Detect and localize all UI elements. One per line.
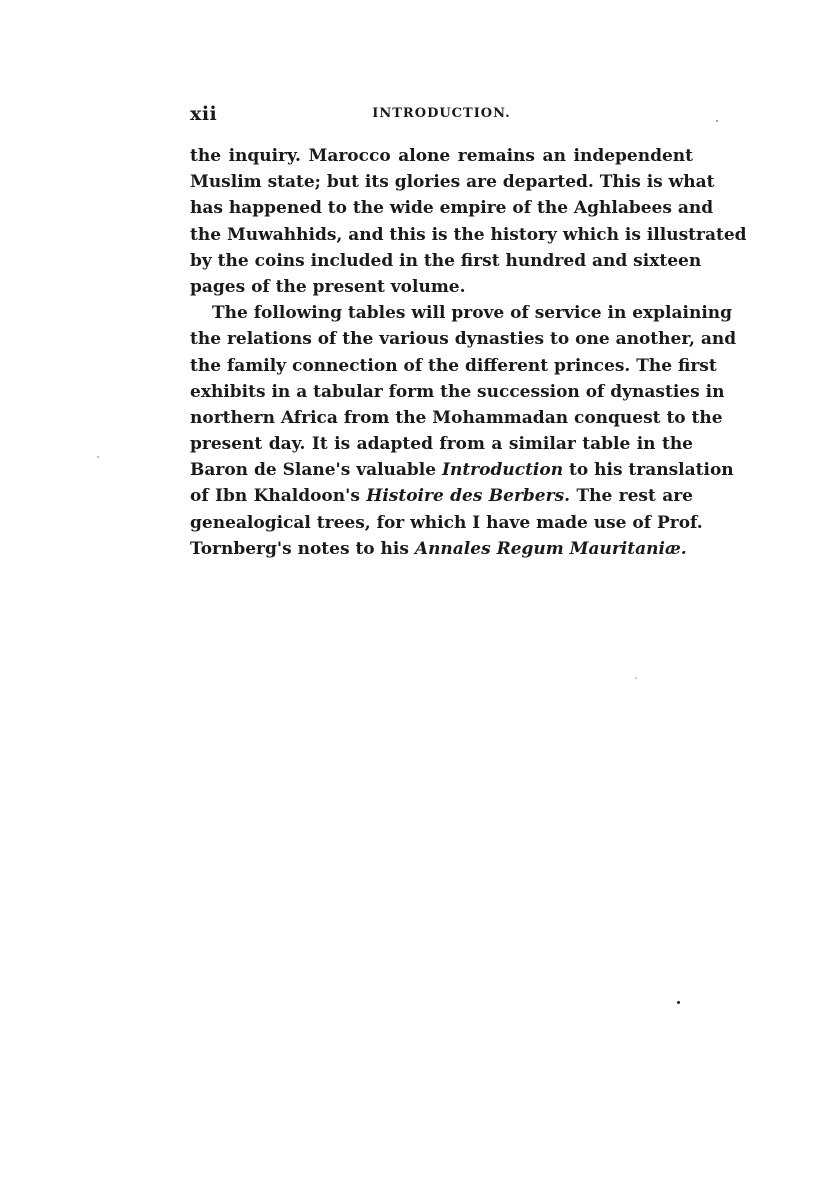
page-number: xii: [190, 103, 218, 125]
text-line: the Muwahhids, and this is the history which is illustrated: [190, 224, 747, 245]
text-line: The following tables will prove of service in explaining: [212, 303, 733, 324]
scan-speck: [97, 456, 99, 458]
text-line: exhibits in a tabular form the succession of dynasties in: [190, 381, 725, 402]
text-line: has happened to the wide empire of the Aghlabees and: [190, 198, 714, 219]
italic-title: Annales Regum Mauritaniæ.: [414, 538, 687, 559]
text-line: the relations of the various dynasties to one another, and: [190, 329, 737, 350]
text-segment: Tornberg's notes to his: [190, 538, 415, 559]
text-line: [190, 536, 693, 562]
text-line: genealogical trees, for which I have made use of Prof.: [190, 512, 703, 533]
scan-speck: [677, 1001, 680, 1004]
italic-title: Histoire des Berbers.: [366, 486, 571, 507]
text-line: by the coins included in the first hundred and sixteen: [190, 250, 702, 271]
text-segment: of Ibn Khaldoon's: [190, 486, 367, 507]
text-line: present day. It is adapted from a similar table in the: [190, 434, 693, 455]
text-line: Muslim state; but its glories are departed. This is what: [190, 172, 715, 193]
body-text: [190, 143, 747, 562]
scan-speck: [635, 677, 637, 679]
text-line: the inquiry. Marocco alone remains an independent: [190, 146, 693, 166]
text-line: northern Africa from the Mohammadan conquest to the: [190, 407, 723, 428]
scan-speck: [716, 120, 718, 122]
text-line: [190, 457, 734, 483]
text-segment: to his translation: [563, 460, 734, 481]
text-segment: Baron de Slane's valuable: [190, 460, 443, 481]
text-segment: The rest are: [570, 486, 693, 507]
text-line: pages of the present volume.: [190, 276, 466, 297]
page-header: [190, 103, 693, 127]
italic-title: Introduction: [442, 460, 564, 481]
running-head: INTRODUCTION.: [372, 106, 511, 121]
text-line: [190, 483, 693, 509]
text-line: the family connection of the different princes. The first: [190, 355, 717, 376]
